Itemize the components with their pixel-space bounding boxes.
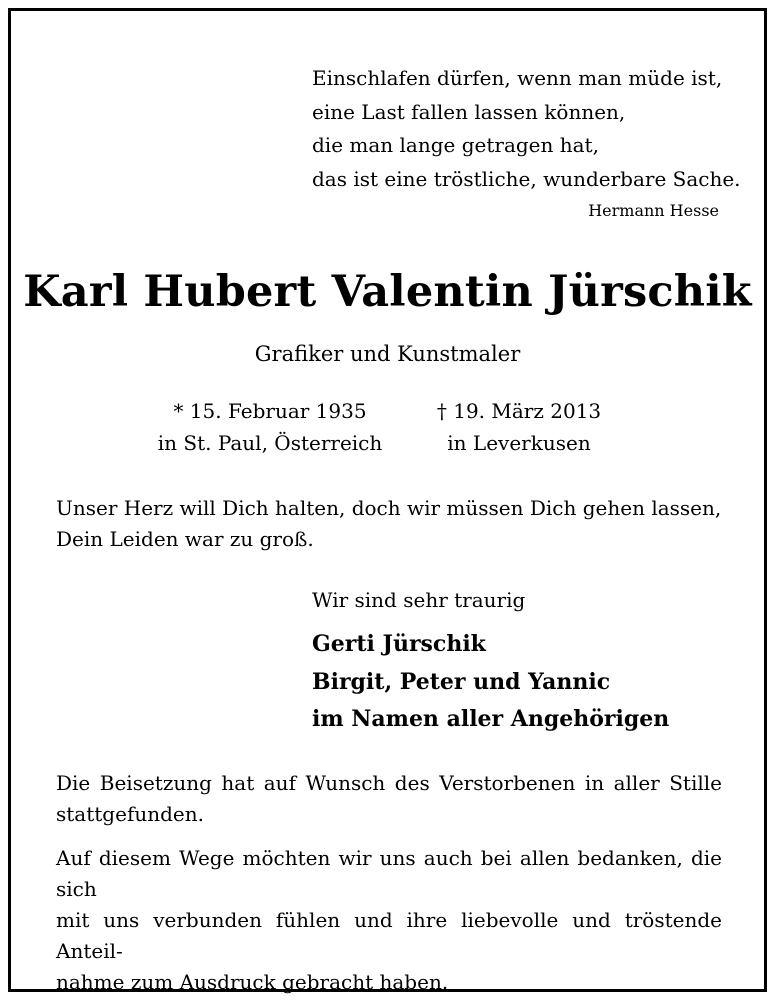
- poem-line: die man lange getragen hat,: [312, 133, 599, 157]
- poem-author: Hermann Hesse: [588, 201, 719, 220]
- mourner-name: Gerti Jürschik: [312, 631, 486, 657]
- deceased-name: Karl Hubert Valentin Jürschik: [23, 267, 752, 317]
- deceased-profession: Grafiker und Kunstmaler: [254, 342, 521, 366]
- thanks-note: [56, 843, 722, 998]
- thanks-line: mit uns verbunden fühlen und ihre liebevolle und tröstende Anteil-: [56, 908, 722, 963]
- mourner-name: im Namen aller Angehörigen: [312, 706, 670, 732]
- poem-line: eine Last fallen lassen können,: [312, 99, 626, 124]
- death-info: [404, 395, 634, 459]
- verse-line: Dein Leiden war zu groß.: [56, 527, 314, 551]
- poem-line: das ist eine tröstliche, wunderbare Sache.: [312, 166, 741, 191]
- thanks-line: nahme zum Ausdruck gebracht haben.: [56, 970, 449, 994]
- birth-place: in St. Paul, Österreich: [157, 431, 383, 455]
- farewell-verse: [56, 493, 722, 555]
- funeral-line: stattgefunden.: [56, 802, 204, 826]
- verse-line: Unser Herz will Dich halten, doch wir müssen Dich gehen lassen,: [56, 496, 722, 520]
- mourners-intro: Wir sind sehr traurig: [312, 588, 526, 612]
- poem-line: Einschlafen dürfen, wenn man müde ist,: [312, 66, 723, 90]
- mourner-name: Birgit, Peter und Yannic: [312, 668, 611, 695]
- funeral-notice: [56, 768, 722, 830]
- birth-info: [140, 395, 400, 459]
- thanks-line: Auf diesem Wege möchten wir uns auch bei allen bedanken, die sich: [56, 846, 722, 901]
- poem: [312, 62, 741, 196]
- death-date: † 19. März 2013: [436, 399, 602, 423]
- death-place: in Leverkusen: [447, 431, 591, 455]
- birth-date: * 15. Februar 1935: [173, 399, 367, 423]
- funeral-line: Die Beisetzung hat auf Wunsch des Verstorbenen in aller Stille: [56, 771, 722, 795]
- mourners-names: [312, 626, 669, 739]
